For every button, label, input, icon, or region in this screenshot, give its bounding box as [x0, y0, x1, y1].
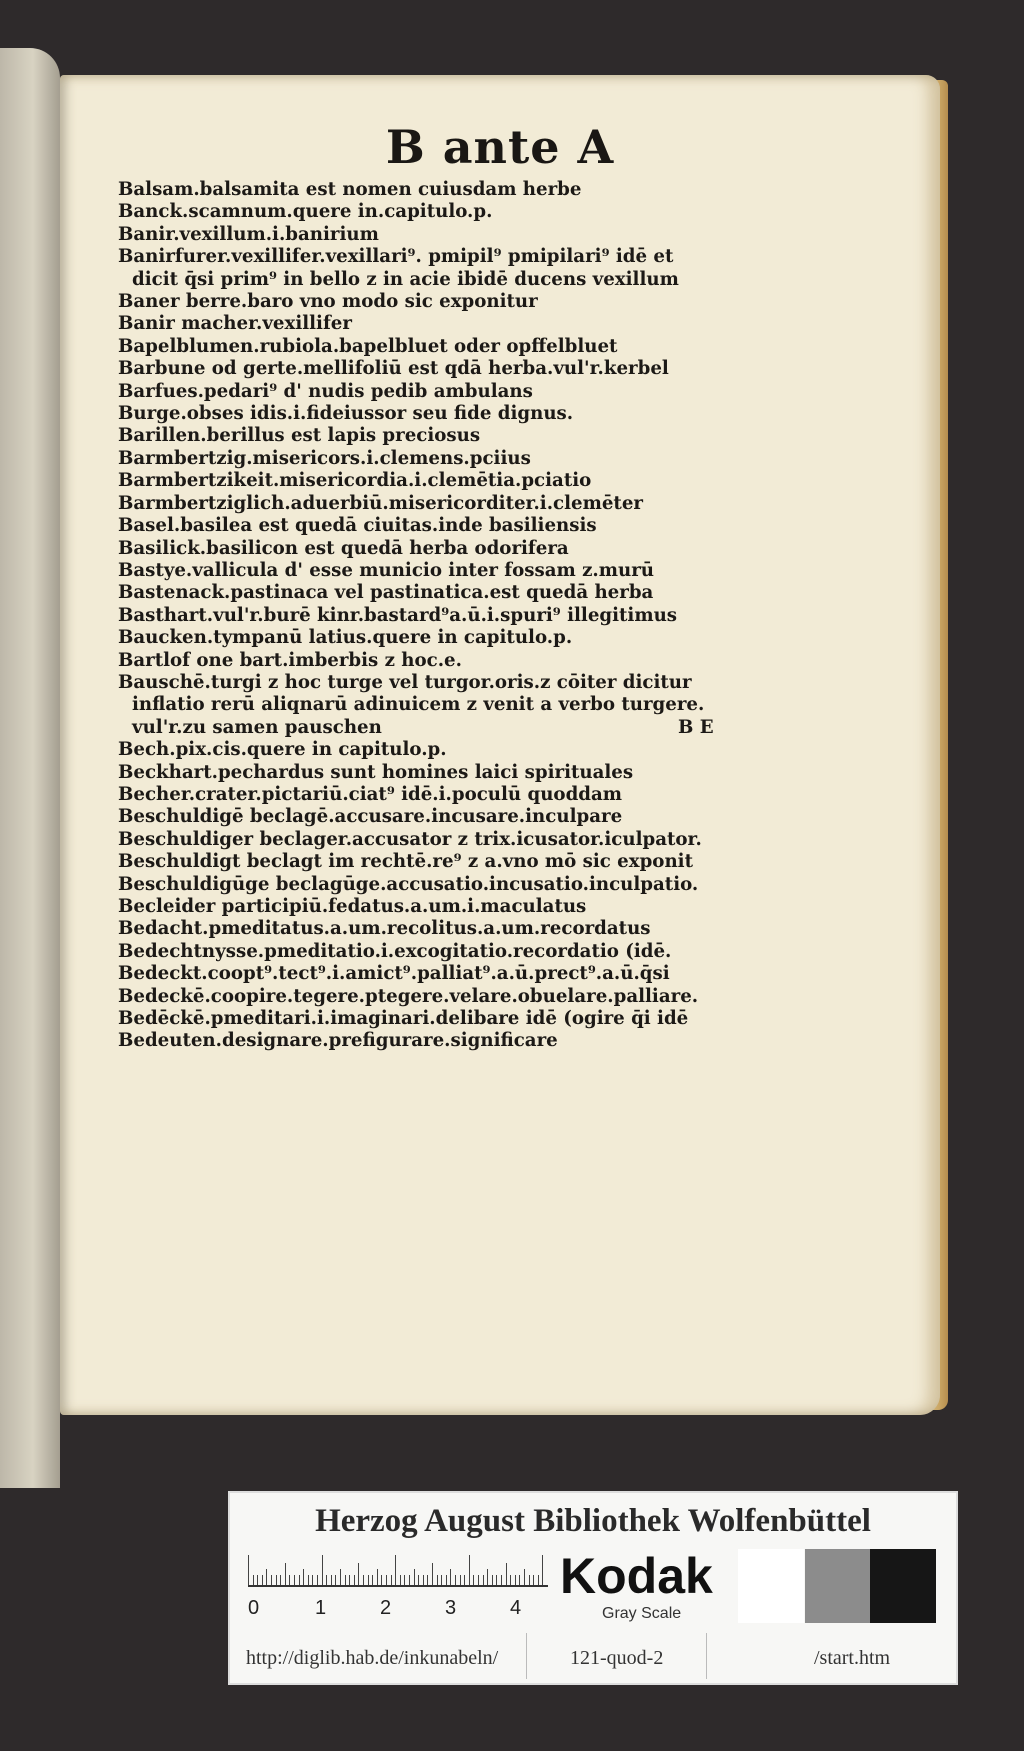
glossary-line: Beckhart.pechardus sunt homines laici spirituales: [118, 761, 634, 783]
ruler-tick: [294, 1575, 295, 1585]
glossary-line: Banir.vexillum.i.banirium: [118, 223, 379, 245]
ruler-tick: [446, 1575, 447, 1585]
ruler-tick: [469, 1555, 470, 1585]
ruler-tick: [506, 1563, 507, 1585]
url-identifier: 121-quod-2: [570, 1647, 664, 1669]
ruler-tick: [418, 1575, 419, 1585]
ruler-tick: [289, 1575, 290, 1585]
ruler-tick: [414, 1569, 415, 1585]
ruler-tick: [312, 1575, 313, 1585]
gray-scale-label: Gray Scale: [602, 1605, 682, 1622]
library-title: Herzog August Bibliothek Wolfenbüttel: [315, 1503, 871, 1539]
gray-swatch: [805, 1549, 871, 1623]
glossary-line: Beschuldiger beclager.accusator z trix.icusator.iculpator.: [118, 828, 702, 850]
glossary-line: Bastenack.pastinaca vel pastinatica.est quedā herba: [118, 582, 654, 604]
ruler-tick: [253, 1575, 254, 1585]
glossary-line: Barfues.pedari⁹ d' nudis pedib ambulans: [118, 380, 533, 402]
book-page: [60, 75, 940, 1415]
ruler-tick: [299, 1575, 300, 1585]
page-heading: B ante A: [385, 120, 615, 174]
ruler-tick: [400, 1575, 401, 1585]
glossary-line: Beschuldigūge beclagūge.accusatio.incusatio.inculpatio.: [118, 873, 699, 895]
ruler-tick: [368, 1575, 369, 1585]
glossary-line: Bedeuten.designare.prefigurare.significare: [118, 1030, 558, 1052]
ruler-tick: [460, 1575, 461, 1585]
ruler-tick: [262, 1575, 263, 1585]
white-swatch: [738, 1549, 804, 1623]
ruler-tick: [257, 1575, 258, 1585]
ruler-tick: [478, 1575, 479, 1585]
glossary-line: Bedeckt.coopt⁹.tect⁹.i.amict⁹.palliat⁹.a.ū.prect⁹.a.ū.q̄si: [118, 963, 670, 985]
glossary-line: Bastye.vallicula d' esse municio inter fossam z.murū: [118, 559, 655, 581]
measurement-ruler: [248, 1553, 548, 1587]
ruler-tick: [391, 1575, 392, 1585]
ruler-number: 1: [315, 1597, 327, 1619]
divider: [706, 1633, 707, 1679]
ruler-number: 4: [510, 1597, 522, 1619]
glossary-line: Bedechtnysse.pmeditatio.i.excogitatio.recordatio (idē.: [118, 940, 672, 962]
ruler-tick: [423, 1575, 424, 1585]
ruler-tick: [386, 1575, 387, 1585]
color-target-card: [228, 1491, 958, 1685]
signature-mark: B E: [678, 716, 714, 738]
kodak-logo: Kodak: [560, 1548, 713, 1604]
glossary-line: Banirfurer.vexillifer.vexillari⁹. pmipil⁹ pmipilari⁹ idē et: [118, 246, 674, 268]
glossary-line: Barmbertzikeit.misericordia.i.clemētia.pciatio: [118, 470, 592, 492]
adjacent-page-edge: [0, 48, 60, 1488]
ruler-tick: [395, 1555, 396, 1585]
url-prefix: http://diglib.hab.de/inkunabeln/: [246, 1647, 499, 1669]
ruler-tick: [331, 1575, 332, 1585]
ruler-tick: [285, 1563, 286, 1585]
glossary-line: Bedēckē.pmeditari.i.imaginari.delibare idē (ogire q̄i idē: [118, 1008, 689, 1030]
glossary-line: Barmbertziglich.aduerbiū.misericorditer.i.clemēter: [118, 492, 643, 514]
glossary-line: Bech.pix.cis.quere in capitulo.p.: [118, 739, 447, 761]
ruler-tick: [542, 1555, 543, 1585]
divider: [526, 1633, 527, 1679]
ruler-tick: [409, 1575, 410, 1585]
glossary-line: Banck.scamnum.quere in.capitulo.p.: [118, 201, 493, 223]
ruler-tick: [326, 1575, 327, 1585]
ruler-tick: [266, 1569, 267, 1585]
ruler-tick: [515, 1575, 516, 1585]
ruler-tick: [322, 1555, 323, 1585]
glossary-line: Balsam.balsamita est nomen cuiusdam herbe: [118, 179, 582, 200]
ruler-tick: [276, 1575, 277, 1585]
ruler-tick: [377, 1569, 378, 1585]
glossary-line: Barillen.berillus est lapis preciosus: [118, 425, 481, 447]
ruler-tick: [492, 1575, 493, 1585]
ruler-tick: [501, 1575, 502, 1585]
ruler-tick: [441, 1575, 442, 1585]
glossary-line: Basel.basilea est quedā ciuitas.inde basiliensis: [118, 515, 597, 537]
glossary-line: Bedacht.pmeditatus.a.um.recolitus.a.um.recordatus: [118, 918, 651, 940]
ruler-tick: [372, 1575, 373, 1585]
ruler-tick: [381, 1575, 382, 1585]
ruler-tick: [404, 1575, 405, 1585]
url-suffix: /start.htm: [814, 1647, 891, 1669]
glossary-line: Barmbertzig.misericors.i.clemens.pciius: [118, 447, 531, 469]
glossary-line: Basilick.basilicon est quedā herba odorifera: [118, 537, 569, 559]
ruler-tick: [473, 1575, 474, 1585]
ruler-tick: [363, 1575, 364, 1585]
glossary-line: Burge.obses idis.i.fideiussor seu fide dignus.: [118, 403, 574, 425]
ruler-tick: [496, 1575, 497, 1585]
ruler-tick: [510, 1575, 511, 1585]
black-swatch: [870, 1549, 936, 1623]
ruler-tick: [427, 1575, 428, 1585]
ruler-tick: [455, 1575, 456, 1585]
ruler-tick: [354, 1575, 355, 1585]
glossary-line: vul'r.zu samen pauschen B E: [132, 716, 714, 738]
ruler-tick: [529, 1575, 530, 1585]
ruler-tick: [317, 1575, 318, 1585]
ruler-tick: [308, 1575, 309, 1585]
ruler-tick: [280, 1575, 281, 1585]
ruler-tick: [345, 1575, 346, 1585]
glossary-line: dicit q̄si prim⁹ in bello z in acie ibidē ducens vexillum: [132, 268, 679, 290]
ruler-tick: [483, 1575, 484, 1585]
glossary-line: Bartlof one bart.imberbis z hoc.e.: [118, 649, 462, 671]
ruler-tick: [437, 1575, 438, 1585]
glossary-line: Bapelblumen.rubiola.bapelbluet oder opffelbluet: [118, 335, 618, 357]
glossary-line: Baucken.tympanū latius.quere in capitulo.p.: [118, 627, 573, 649]
ruler-tick: [358, 1563, 359, 1585]
glossary-line: Bauschē.turgi z hoc turge vel turgor.oris.z cōiter dicitur: [118, 671, 692, 693]
glossary-line: Becleider participiū.fedatus.a.um.i.maculatus: [118, 896, 587, 917]
ruler-tick: [533, 1575, 534, 1585]
glossary-line: Bedeckē.coopire.tegere.ptegere.velare.obuelare.palliare.: [118, 985, 699, 1007]
ruler-tick: [432, 1563, 433, 1585]
ruler-tick: [248, 1555, 249, 1585]
glossary-line: Beschuldigt beclagt im rechtē.re⁹ z a.vno mō sic exponit: [118, 851, 693, 873]
glossary-line: Barbune od gerte.mellifoliū est qdā herba.vul'r.kerbel: [118, 358, 669, 380]
ruler-tick: [340, 1569, 341, 1585]
ruler-number: 2: [380, 1597, 392, 1619]
ruler-number: 3: [445, 1597, 457, 1619]
ruler-number: 0: [248, 1597, 260, 1619]
ruler-tick: [487, 1569, 488, 1585]
ruler-tick: [538, 1575, 539, 1585]
ruler-tick: [450, 1569, 451, 1585]
glossary-line: inflatio rerū aliqnarū adinuicem z venit a verbo turgere.: [132, 694, 705, 716]
ruler-tick: [524, 1569, 525, 1585]
ruler-tick: [303, 1569, 304, 1585]
glossary-line: Basthart.vul'r.burē kinr.bastard⁹a.ū.i.spuri⁹ illegitimus: [118, 604, 678, 626]
ruler-tick: [349, 1575, 350, 1585]
ruler-tick: [464, 1575, 465, 1585]
ruler-tick: [335, 1575, 336, 1585]
ruler-tick: [519, 1575, 520, 1585]
glossary-line: Beschuldigē beclagē.accusare.incusare.inculpare: [118, 806, 623, 828]
glossary-line: Becher.crater.pictariū.ciat⁹ idē.i.poculū quoddam: [118, 783, 623, 805]
ruler-tick: [271, 1575, 272, 1585]
glossary-line: Banir macher.vexillifer: [118, 313, 352, 335]
glossary-line: Baner berre.baro vno modo sic exponitur: [118, 291, 538, 313]
glossary-text: [118, 179, 758, 1053]
